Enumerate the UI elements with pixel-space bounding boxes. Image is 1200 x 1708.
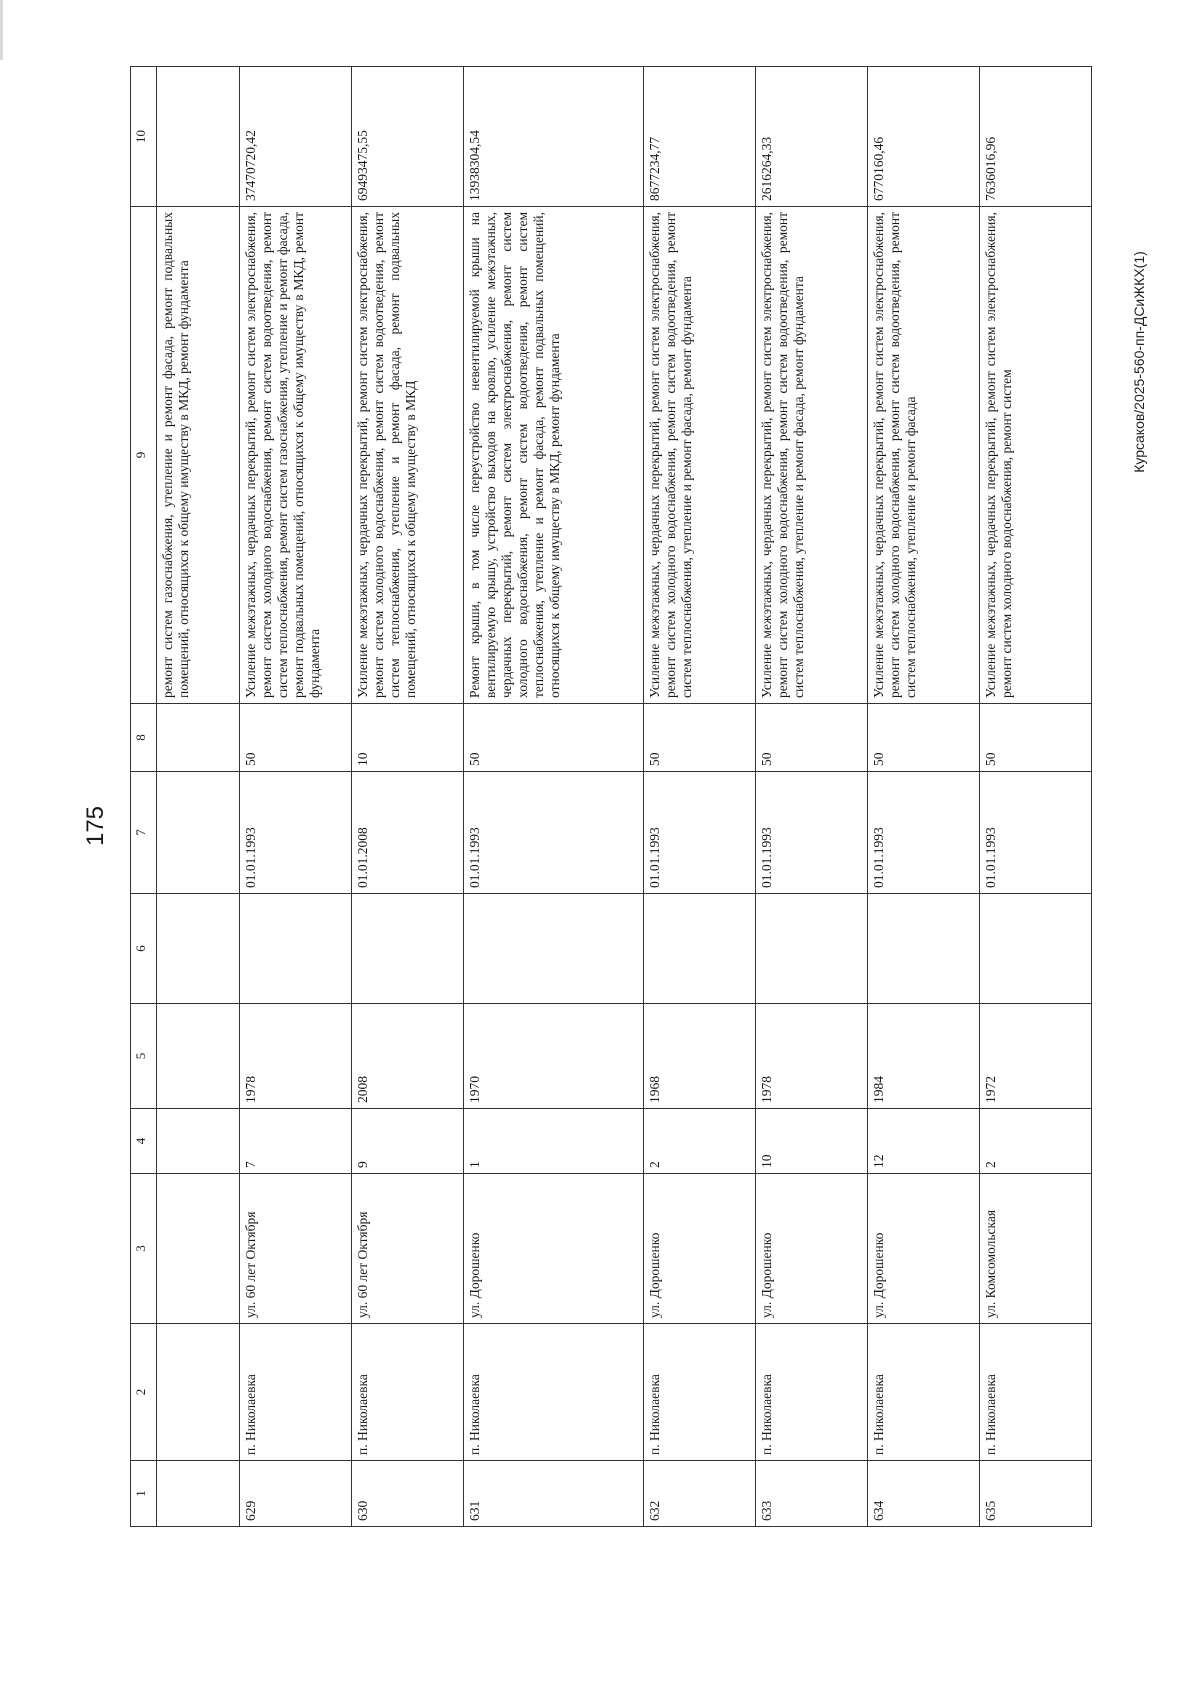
cell-percent: 50	[980, 704, 1092, 772]
cell-house: 12	[868, 1109, 980, 1174]
table-row	[756, 67, 868, 1527]
table-row	[980, 67, 1092, 1527]
cell-year: 1968	[644, 1004, 756, 1109]
cell-date: 01.01.1993	[868, 772, 980, 894]
cell-col6	[980, 894, 1092, 1004]
document-id: Курсаков/2025-560-пп-ДСиЖКХ(1)	[1131, 251, 1147, 473]
cell-col6	[352, 894, 464, 1004]
table-row	[868, 67, 980, 1527]
cell-year: 2008	[352, 1004, 464, 1109]
cell-street: ул. Комсомольская	[980, 1174, 1092, 1324]
cell-amount: 69493475,55	[352, 67, 464, 207]
cell-settlement: п. Николаевка	[644, 1324, 756, 1461]
cell-percent: 50	[756, 704, 868, 772]
cell-house: 9	[352, 1109, 464, 1174]
cell-settlement: п. Николаевка	[352, 1324, 464, 1461]
cell-street: ул. Дорошенко	[644, 1174, 756, 1324]
cell-works: Усиление межэтажных, чердачных перекрытий, ремонт систем электроснабжения, ремонт систем холодного водоснабжения, ремонт систем водоотведения, ремонт систем теплоснабжения, утепление и ремонт фасада, ремонт фундамента	[644, 207, 756, 704]
cell-date: 01.01.1993	[980, 772, 1092, 894]
cell-amount	[157, 67, 240, 207]
page-number: 175	[82, 805, 109, 847]
col-header-6: 6	[131, 894, 157, 1004]
cell-percent	[157, 704, 240, 772]
cell-house: 7	[240, 1109, 352, 1174]
col-header-1: 1	[131, 1461, 157, 1527]
cell-settlement: п. Николаевка	[240, 1324, 352, 1461]
cell-settlement: п. Николаевка	[756, 1324, 868, 1461]
cell-number: 629	[240, 1461, 352, 1527]
rotated-table-wrapper	[130, 67, 1094, 1527]
cell-number: 635	[980, 1461, 1092, 1527]
cell-number: 632	[644, 1461, 756, 1527]
cell-amount: 7636016,96	[980, 67, 1092, 207]
cell-works: Усиление межэтажных, чердачных перекрытий, ремонт систем электроснабжения, ремонт систем холодного водоснабжения, ремонт систем водоотведения, ремонт систем теплоснабжения, утепление и ремонт фасада, ремонт фундамента	[756, 207, 868, 704]
cell-col6	[756, 894, 868, 1004]
cell-house: 10	[756, 1109, 868, 1174]
cell-works: Усиление межэтажных, чердачных перекрытий, ремонт систем электроснабжения, ремонт систем холодного водоснабжения, ремонт систем	[980, 207, 1092, 704]
cell-settlement: п. Николаевка	[980, 1324, 1092, 1461]
cell-works: Усиление межэтажных, чердачных перекрытий, ремонт систем электроснабжения, ремонт систем холодного водоснабжения, ремонт систем водоотведения, ремонт систем теплоснабжения, ремонт систем газоснабжения, утепление и ремонт фасада, ремонт подвальных помещений, относящихся к общему имуществу в МКД, ремонт фундамента	[240, 207, 352, 704]
col-header-7: 7	[131, 772, 157, 894]
table-row	[644, 67, 756, 1527]
cell-amount: 2616264,33	[756, 67, 868, 207]
cell-col6	[157, 894, 240, 1004]
table-row	[352, 67, 464, 1527]
cell-house: 1	[464, 1109, 644, 1174]
cell-settlement: п. Николаевка	[868, 1324, 980, 1461]
cell-number: 631	[464, 1461, 644, 1527]
cell-col6	[464, 894, 644, 1004]
header-row	[131, 67, 157, 1527]
cell-number: 630	[352, 1461, 464, 1527]
table-row	[157, 67, 240, 1527]
cell-col6	[644, 894, 756, 1004]
col-header-10: 10	[131, 67, 157, 207]
cell-date: 01.01.1993	[240, 772, 352, 894]
scan-edge-mark	[0, 0, 3, 60]
cell-year: 1970	[464, 1004, 644, 1109]
cell-col6	[240, 894, 352, 1004]
cell-amount: 37470720,42	[240, 67, 352, 207]
cell-number	[157, 1461, 240, 1527]
cell-works: Ремонт крыши, в том числе переустройство невентилируемой крыши на вентилируемую крышу, устройство выходов на кровлю, усиление межэтажных, чердачных перекрытий, ремонт систем электроснабжения, ремонт систем холодного водоснабжения, ремонт систем водоотведения, ремонт систем теплоснабжения, утепление и ремонт фасада, ремонт подвальных помещений, относящихся к общему имуществу в МКД, ремонт фундамента	[464, 207, 644, 704]
cell-house: 2	[644, 1109, 756, 1174]
col-header-8: 8	[131, 704, 157, 772]
cell-amount: 6770160,46	[868, 67, 980, 207]
cell-percent: 50	[644, 704, 756, 772]
cell-house: 2	[980, 1109, 1092, 1174]
cell-street: ул. Дорошенко	[868, 1174, 980, 1324]
cell-date	[157, 772, 240, 894]
cell-percent: 50	[868, 704, 980, 772]
col-header-9: 9	[131, 207, 157, 704]
cell-amount: 13938304,54	[464, 67, 644, 207]
housing-repair-table	[130, 66, 1092, 1527]
cell-number: 634	[868, 1461, 980, 1527]
table-row	[464, 67, 644, 1527]
col-header-4: 4	[131, 1109, 157, 1174]
cell-amount: 8677234,77	[644, 67, 756, 207]
cell-year: 1978	[756, 1004, 868, 1109]
cell-date: 01.01.1993	[756, 772, 868, 894]
cell-house	[157, 1109, 240, 1174]
cell-percent: 10	[352, 704, 464, 772]
cell-year: 1972	[980, 1004, 1092, 1109]
table-row	[240, 67, 352, 1527]
cell-street: ул. 60 лет Октября	[352, 1174, 464, 1324]
cell-street: ул. 60 лет Октября	[240, 1174, 352, 1324]
cell-percent: 50	[240, 704, 352, 772]
cell-date: 01.01.2008	[352, 772, 464, 894]
cell-works: Усиление межэтажных, чердачных перекрытий, ремонт систем электроснабжения, ремонт систем холодного водоснабжения, ремонт систем водоотведения, ремонт систем теплоснабжения, утепление и ремонт фасада, ремонт подвальных помещений, относящихся к общему имуществу в МКД	[352, 207, 464, 704]
col-header-2: 2	[131, 1324, 157, 1461]
cell-works: ремонт систем газоснабжения, утепление и ремонт фасада, ремонт подвальных помещений, относящихся к общему имуществу в МКД, ремонт фундамента	[157, 207, 240, 704]
cell-settlement: п. Николаевка	[464, 1324, 644, 1461]
cell-street: ул. Дорошенко	[756, 1174, 868, 1324]
col-header-5: 5	[131, 1004, 157, 1109]
cell-year: 1984	[868, 1004, 980, 1109]
cell-date: 01.01.1993	[644, 772, 756, 894]
cell-works: Усиление межэтажных, чердачных перекрытий, ремонт систем электроснабжения, ремонт систем холодного водоснабжения, ремонт систем водоотведения, ремонт систем теплоснабжения, утепление и ремонт фасада	[868, 207, 980, 704]
cell-year: 1978	[240, 1004, 352, 1109]
cell-street: ул. Дорошенко	[464, 1174, 644, 1324]
cell-number: 633	[756, 1461, 868, 1527]
cell-street	[157, 1174, 240, 1324]
cell-col6	[868, 894, 980, 1004]
col-header-3: 3	[131, 1174, 157, 1324]
cell-year	[157, 1004, 240, 1109]
cell-settlement	[157, 1324, 240, 1461]
cell-percent: 50	[464, 704, 644, 772]
cell-date: 01.01.1993	[464, 772, 644, 894]
